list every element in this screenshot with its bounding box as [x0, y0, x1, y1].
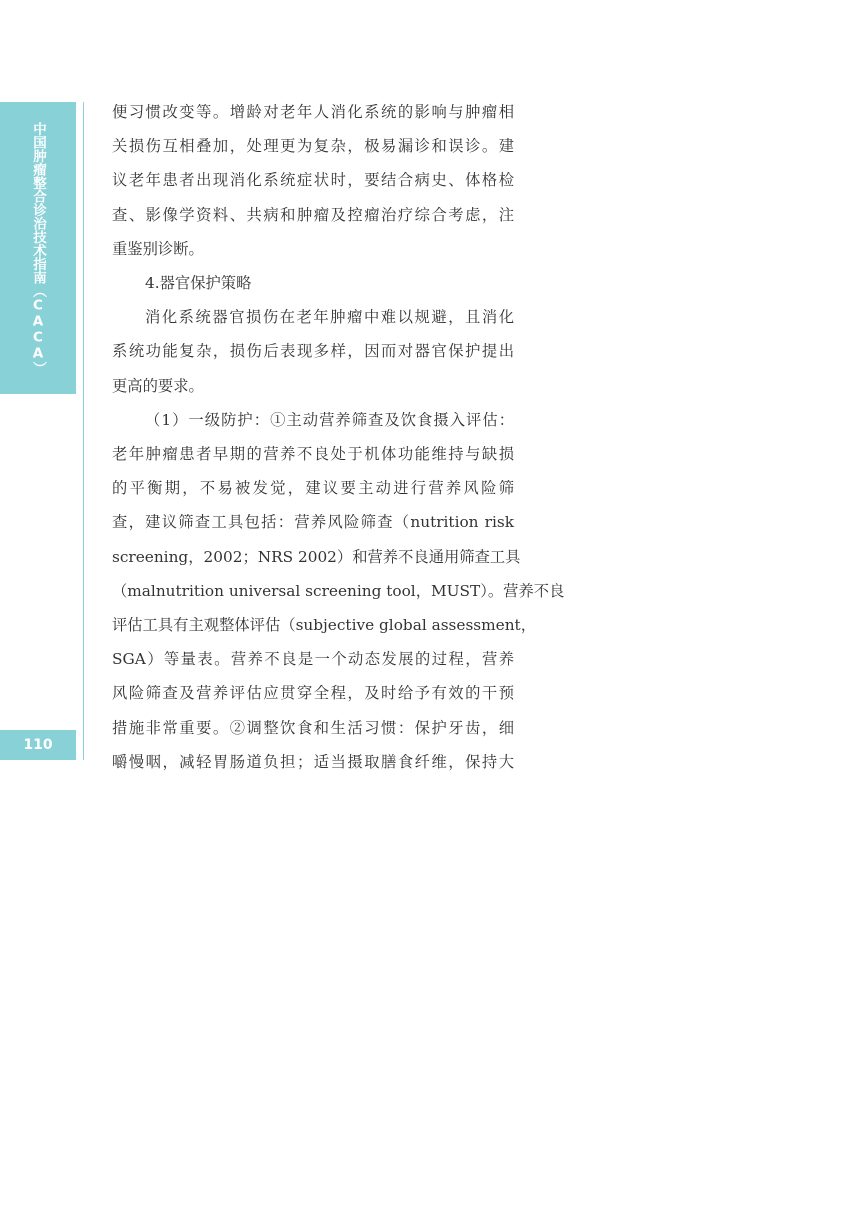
text-line: 关损伤互相叠加，处理更为复杂，极易漏诊和误诊。建	[112, 137, 514, 156]
text-line: 评估工具有主观整体评估（subjective global assessment，	[112, 616, 537, 635]
text-line: 消化系统器官损伤在老年肿瘤中难以规避，且消化	[145, 308, 514, 327]
section-heading: 4.器官保护策略	[145, 274, 252, 293]
page-number: 110	[23, 737, 53, 753]
text-line: 议老年患者出现消化系统症状时，要结合病史、体格检	[112, 171, 514, 190]
section-heading-para	[112, 266, 514, 300]
text-line: screening，2002；NRS 2002）和营养不良通用筛查工具	[112, 547, 521, 566]
text-line: 措施非常重要。②调整饮食和生活习惯：保护牙齿，细	[112, 718, 514, 737]
sidebar-tab	[0, 102, 76, 394]
text-line: 嚼慢咽，减轻胃肠道负担；适当摄取膳食纤维，保持大	[112, 752, 514, 771]
text-line: 系统功能复杂，损伤后表现多样，因而对器官保护提出	[112, 342, 514, 361]
text-line: （1）一级防护：①主动营养筛查及饮食摄入评估：	[145, 410, 514, 429]
page-number-tab	[0, 730, 76, 760]
text-line: 风险筛查及营养评估应贯穿全程，及时给予有效的干预	[112, 684, 514, 703]
text-line: 更高的要求。	[112, 376, 204, 395]
text-line: （malnutrition universal screening tool，MUST）。营养不良	[112, 581, 565, 600]
text-line: 重鉴别诊断。	[112, 239, 204, 258]
paragraph-3	[112, 403, 565, 779]
paragraph-2	[112, 300, 514, 403]
text-line: 查、影像学资料、共病和肿瘤及控瘤治疗综合考虑，注	[112, 205, 514, 224]
text-line: 老年肿瘤患者早期的营养不良处于机体功能维持与缺损	[112, 445, 514, 464]
paragraph-1	[112, 95, 514, 266]
body-text	[112, 95, 565, 779]
text-line: SGA）等量表。营养不良是一个动态发展的过程，营养	[112, 650, 514, 669]
margin-divider	[83, 102, 84, 760]
text-line: 查，建议筛查工具包括：营养风险筛查（nutrition risk	[112, 513, 514, 532]
book-title: 中国肿瘤整合诊治技术指南（CACA）	[30, 121, 46, 375]
text-line: 的平衡期，不易被发觉，建议要主动进行营养风险筛	[112, 479, 514, 498]
text-line: 便习惯改变等。增龄对老年人消化系统的影响与肿瘤相	[112, 103, 514, 121]
